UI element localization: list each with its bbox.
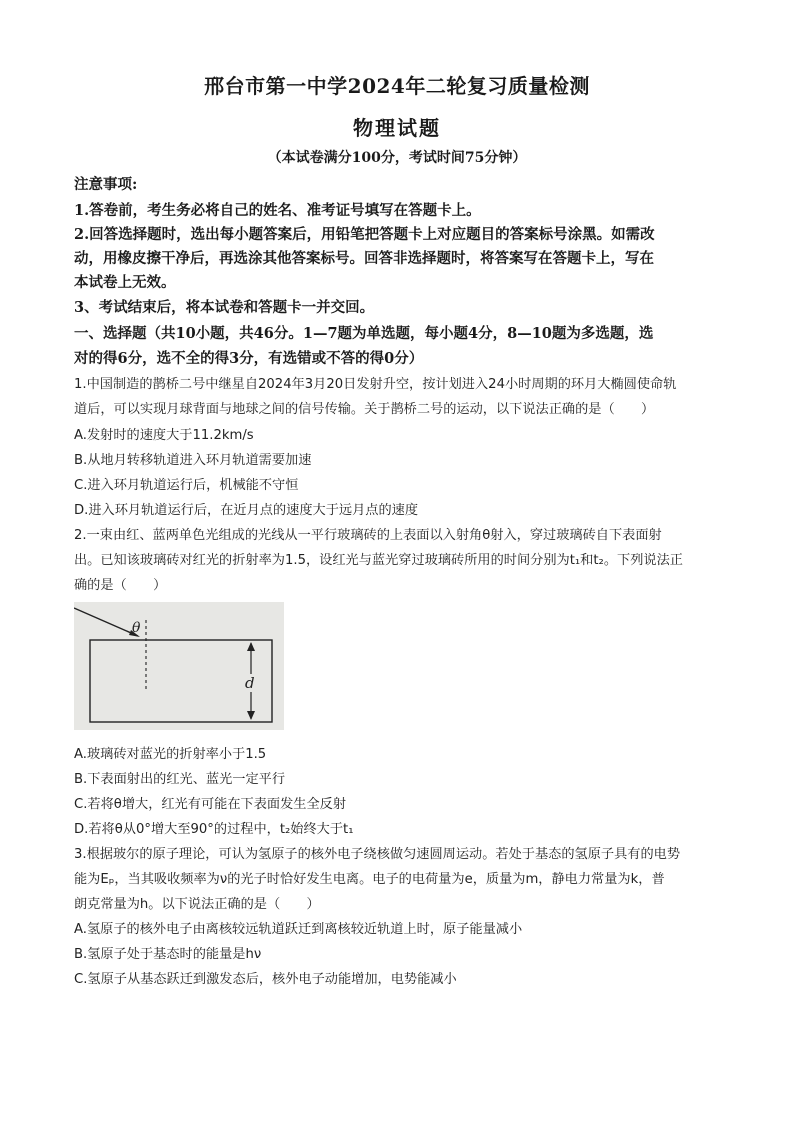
exam-info: （本试卷满分100分，考试时间75分钟） xyxy=(267,150,527,166)
q1-stem-line-1: 1.中国制造的鹊桥二号中继星自2024年3月20日发射升空，按计划进入24小时周期的环月大椭圆使命轨 xyxy=(74,377,677,392)
q1-option-b: B.从地月转移轨道进入环月轨道需要加速 xyxy=(74,453,312,468)
q1-option-c: C.进入环月轨道运行后，机械能不守恒 xyxy=(74,478,299,493)
notes-heading: 注意事项: xyxy=(74,176,138,193)
glass-brick-diagram xyxy=(74,602,284,730)
exam-title: 邢台市第一中学2024年二轮复习质量检测 xyxy=(204,74,590,98)
q2-option-c: C.若将θ增大，红光有可能在下表面发生全反射 xyxy=(74,797,347,812)
q1-stem-line-2: 道后，可以实现月球背面与地球之间的信号传输。关于鹊桥二号的运动，以下说法正确的是（ ） xyxy=(74,402,655,417)
note-3: 3、考试结束后，将本试卷和答题卡一并交回。 xyxy=(74,299,375,316)
note-1: 1.答卷前，考生务必将自己的姓名、准考证号填写在答题卡上。 xyxy=(74,202,481,219)
q2-stem-line-3: 确的是（ ） xyxy=(74,578,167,593)
thickness-d-label: d xyxy=(245,674,255,692)
q3-option-a: A.氢原子的核外电子由离核较远轨道跃迁到离核较近轨道上时，原子能量减小 xyxy=(74,922,523,937)
q3-stem-line-2: 能为Eₚ，当其吸收频率为ν的光子时恰好发生电离。电子的电荷量为e，质量为m，静电力常量为k，普 xyxy=(74,872,665,887)
exam-subject: 物理试题 xyxy=(353,116,441,140)
angle-theta-label: θ xyxy=(132,620,141,636)
q2-stem-line-2: 出。已知该玻璃砖对红光的折射率为1.5，设红光与蓝光穿过玻璃砖所用的时间分别为t₁和t₂。下列说法正 xyxy=(74,553,683,568)
q1-option-d: D.进入环月轨道运行后，在近月点的速度大于远月点的速度 xyxy=(74,503,419,518)
section-1-line-1: 一、选择题（共10小题，共46分。1—7题为单选题，每小题4分，8—10题为多选题，选 xyxy=(74,325,654,342)
section-1-line-2: 对的得6分，选不全的得3分，有选错或不答的得0分） xyxy=(74,350,424,367)
note-2-line-3: 本试卷上无效。 xyxy=(74,274,176,291)
q1-option-a: A.发射时的速度大于11.2km/s xyxy=(74,428,254,443)
q2-stem-line-1: 2.一束由红、蓝两单色光组成的光线从一平行玻璃砖的上表面以入射角θ射入，穿过玻璃砖自下表面射 xyxy=(74,528,662,543)
note-2-line-1: 2.回答选择题时，选出每小题答案后，用铅笔把答题卡上对应题目的答案标号涂黑。如需改 xyxy=(74,226,655,243)
glass-brick-figure xyxy=(74,602,284,730)
incident-ray xyxy=(74,608,138,636)
thickness-arrow-top xyxy=(247,642,255,651)
q3-stem-line-1: 3.根据玻尔的原子理论，可认为氢原子的核外电子绕核做匀速圆周运动。若处于基态的氢原子具有的电势 xyxy=(74,847,681,862)
q3-stem-line-3: 朗克常量为h。以下说法正确的是（ ） xyxy=(74,897,320,912)
q3-option-b: B.氢原子处于基态时的能量是hν xyxy=(74,947,262,962)
q3-option-c: C.氢原子从基态跃迁到激发态后，核外电子动能增加，电势能减小 xyxy=(74,972,457,987)
q2-option-d: D.若将θ从0°增大至90°的过程中，t₂始终大于t₁ xyxy=(74,822,354,837)
note-2-line-2: 动，用橡皮擦干净后，再选涂其他答案标号。回答非选择题时，将答案写在答题卡上，写在 xyxy=(74,250,654,267)
thickness-arrow-bottom xyxy=(247,711,255,720)
q2-option-b: B.下表面射出的红光、蓝光一定平行 xyxy=(74,772,286,787)
q2-option-a: A.玻璃砖对蓝光的折射率小于1.5 xyxy=(74,747,267,762)
